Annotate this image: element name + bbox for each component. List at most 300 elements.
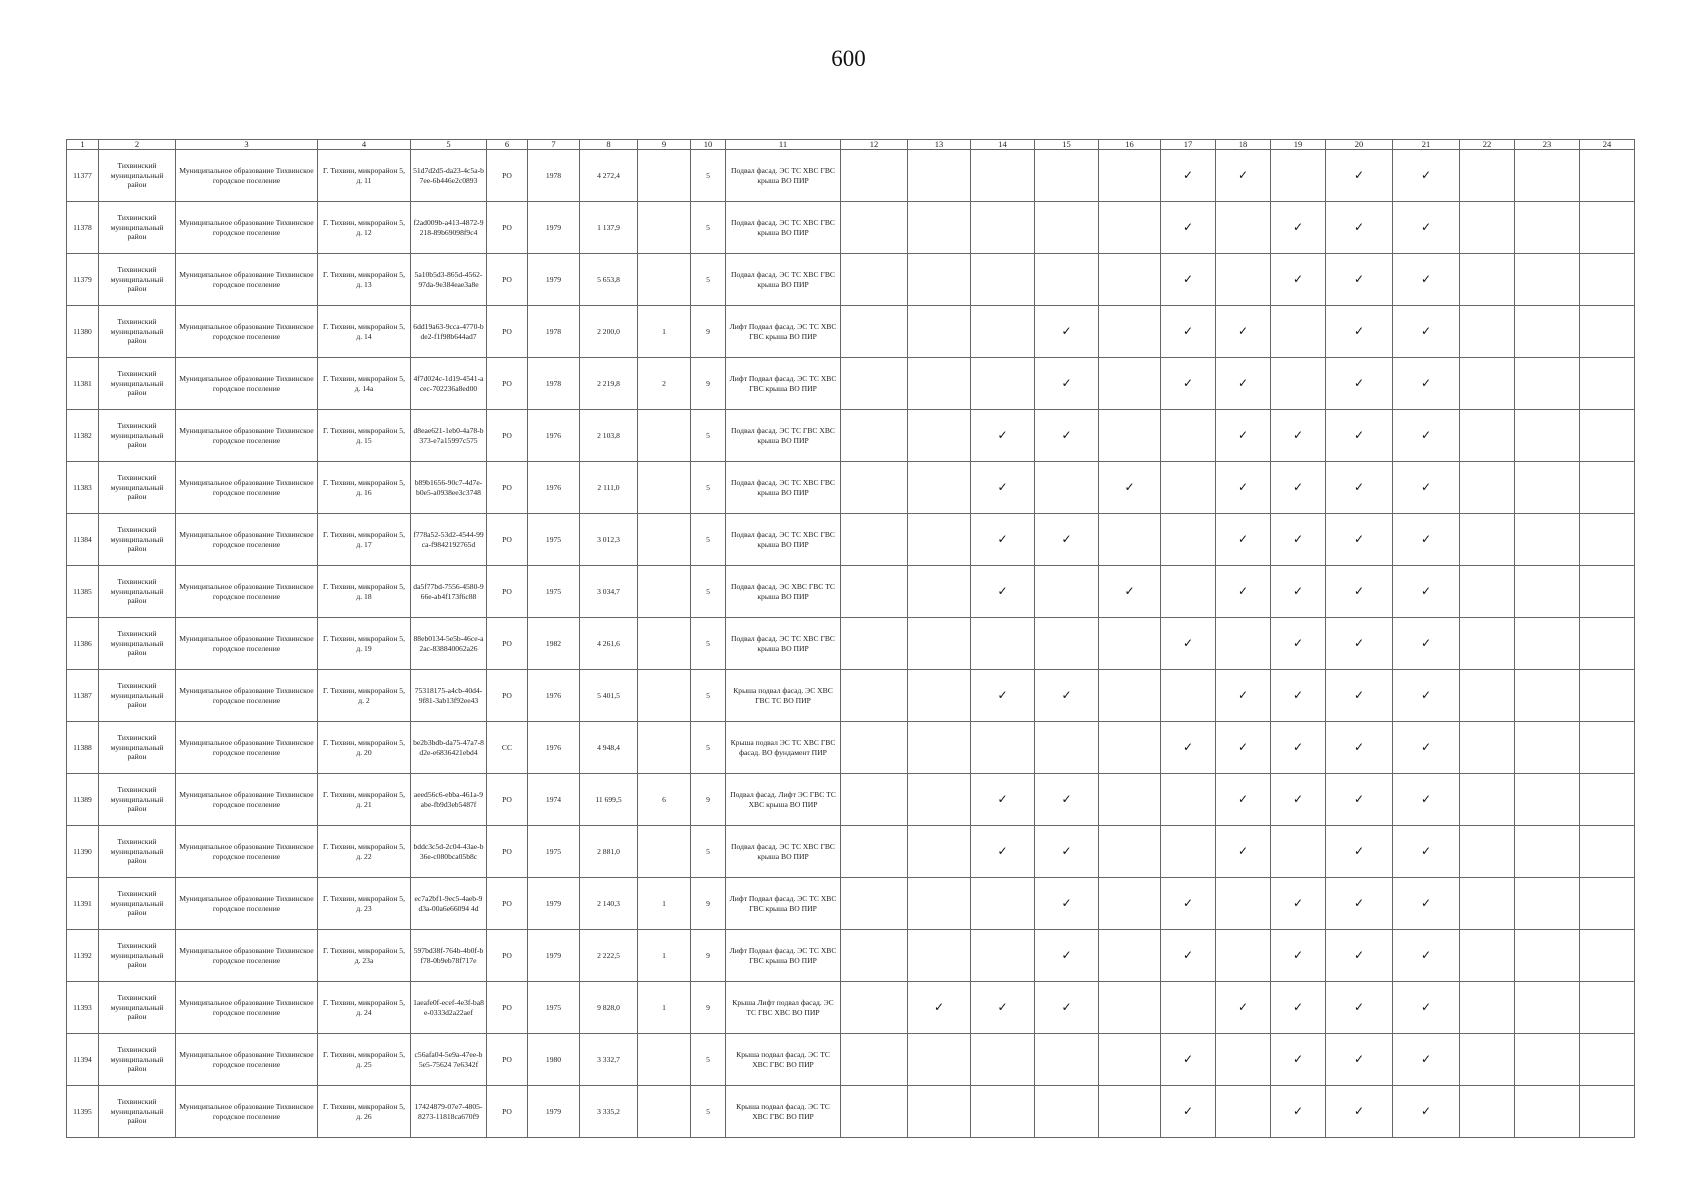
work-mark-cell-18: ✓ — [1216, 566, 1271, 618]
works-cell: Лифт Подвал фасад. ЭС ТС ХВС ГВС крыша ВО ПИР — [726, 358, 841, 410]
work-mark-cell-13 — [908, 410, 971, 462]
work-mark-cell-14 — [971, 618, 1035, 670]
work-mark-cell-17 — [1161, 410, 1216, 462]
work-mark-cell-20: ✓ — [1326, 878, 1393, 930]
district-cell: Тихвинский муниципальный район — [99, 306, 176, 358]
work-mark-cell-16 — [1099, 202, 1161, 254]
work-mark-cell-17 — [1161, 774, 1216, 826]
area-cell: 3 034,7 — [580, 566, 638, 618]
area-cell: 5 401,5 — [580, 670, 638, 722]
elevators-cell — [638, 618, 691, 670]
municipality-cell: Муниципальное образование Тихвинское городское поселение — [176, 1034, 318, 1086]
work-mark-cell-18 — [1216, 1086, 1271, 1138]
wall-type-cell: РО — [487, 358, 528, 410]
municipality-cell: Муниципальное образование Тихвинское городское поселение — [176, 670, 318, 722]
work-mark-cell-23 — [1515, 930, 1580, 982]
work-mark-cell-21: ✓ — [1393, 826, 1460, 878]
work-mark-cell-24 — [1580, 826, 1635, 878]
house-id-cell: 88eb0134-5e5b-46ce-a2ac-838840062a26 — [411, 618, 487, 670]
floors-cell: 5 — [691, 410, 726, 462]
municipality-cell: Муниципальное образование Тихвинское городское поселение — [176, 1086, 318, 1138]
work-mark-cell-16 — [1099, 514, 1161, 566]
wall-type-cell: РО — [487, 410, 528, 462]
work-mark-cell-13 — [908, 618, 971, 670]
work-mark-cell-24 — [1580, 462, 1635, 514]
work-mark-cell-19: ✓ — [1271, 1034, 1326, 1086]
work-mark-cell-20: ✓ — [1326, 1034, 1393, 1086]
district-cell: Тихвинский муниципальный район — [99, 670, 176, 722]
table-row — [67, 462, 1635, 514]
work-mark-cell-21: ✓ — [1393, 722, 1460, 774]
elevators-cell: 6 — [638, 774, 691, 826]
wall-type-cell: РО — [487, 878, 528, 930]
work-mark-cell-16 — [1099, 150, 1161, 202]
address-cell: Г. Тихвин, микрорайон 5, д. 19 — [318, 618, 411, 670]
work-mark-cell-15: ✓ — [1035, 982, 1099, 1034]
work-mark-cell-24 — [1580, 1086, 1635, 1138]
column-header: 18 — [1216, 140, 1271, 150]
work-mark-cell-24 — [1580, 254, 1635, 306]
work-mark-cell-23 — [1515, 254, 1580, 306]
works-cell: Подвал фасад. ЭС ТС ХВС ГВС крыша ВО ПИР — [726, 462, 841, 514]
work-mark-cell-21: ✓ — [1393, 462, 1460, 514]
floors-cell: 5 — [691, 826, 726, 878]
house-id-cell: 17424879-07e7-4805-8273-11818ca670f9 — [411, 1086, 487, 1138]
floors-cell: 5 — [691, 1034, 726, 1086]
house-id-cell: c56afa04-5e9a-47ee-b5e5-75624 7e6342f — [411, 1034, 487, 1086]
area-cell: 11 699,5 — [580, 774, 638, 826]
work-mark-cell-17: ✓ — [1161, 254, 1216, 306]
work-mark-cell-19: ✓ — [1271, 566, 1326, 618]
elevators-cell: 1 — [638, 930, 691, 982]
elevators-cell — [638, 254, 691, 306]
work-mark-cell-21: ✓ — [1393, 930, 1460, 982]
table-row — [67, 566, 1635, 618]
work-mark-cell-12 — [841, 514, 908, 566]
work-mark-cell-21: ✓ — [1393, 878, 1460, 930]
elevators-cell: 2 — [638, 358, 691, 410]
wall-type-cell: РО — [487, 774, 528, 826]
work-mark-cell-15: ✓ — [1035, 774, 1099, 826]
table-row — [67, 774, 1635, 826]
work-mark-cell-12 — [841, 670, 908, 722]
work-mark-cell-20: ✓ — [1326, 670, 1393, 722]
table-row — [67, 618, 1635, 670]
year-cell: 1975 — [528, 566, 580, 618]
district-cell: Тихвинский муниципальный район — [99, 358, 176, 410]
work-mark-cell-18: ✓ — [1216, 462, 1271, 514]
table-header — [67, 140, 1635, 150]
year-cell: 1976 — [528, 462, 580, 514]
table-row — [67, 410, 1635, 462]
work-mark-cell-23 — [1515, 670, 1580, 722]
table-body — [67, 150, 1635, 1138]
work-mark-cell-12 — [841, 826, 908, 878]
work-mark-cell-22 — [1460, 982, 1515, 1034]
address-cell: Г. Тихвин, микрорайон 5, д. 26 — [318, 1086, 411, 1138]
works-cell: Подвал фасад. ЭС ТС ХВС ГВС крыша ВО ПИР — [726, 514, 841, 566]
work-mark-cell-17 — [1161, 982, 1216, 1034]
work-mark-cell-19: ✓ — [1271, 514, 1326, 566]
year-cell: 1976 — [528, 670, 580, 722]
work-mark-cell-12 — [841, 358, 908, 410]
municipality-cell: Муниципальное образование Тихвинское городское поселение — [176, 358, 318, 410]
table-row — [67, 930, 1635, 982]
work-mark-cell-22 — [1460, 670, 1515, 722]
address-cell: Г. Тихвин, микрорайон 5, д. 11 — [318, 150, 411, 202]
house-id-cell: 597bd38f-764b-4b0f-bf78-0b9eb78f717e — [411, 930, 487, 982]
work-mark-cell-18 — [1216, 254, 1271, 306]
column-header: 21 — [1393, 140, 1460, 150]
work-mark-cell-13 — [908, 150, 971, 202]
work-mark-cell-15: ✓ — [1035, 878, 1099, 930]
work-mark-cell-12 — [841, 930, 908, 982]
floors-cell: 9 — [691, 358, 726, 410]
work-mark-cell-23 — [1515, 722, 1580, 774]
column-header: 16 — [1099, 140, 1161, 150]
work-mark-cell-23 — [1515, 878, 1580, 930]
elevators-cell — [638, 1034, 691, 1086]
work-mark-cell-16 — [1099, 722, 1161, 774]
table-row — [67, 254, 1635, 306]
district-cell: Тихвинский муниципальный район — [99, 410, 176, 462]
year-cell: 1976 — [528, 722, 580, 774]
elevators-cell: 1 — [638, 982, 691, 1034]
work-mark-cell-21: ✓ — [1393, 618, 1460, 670]
address-cell: Г. Тихвин, микрорайон 5, д. 23а — [318, 930, 411, 982]
column-number-row — [67, 140, 1635, 150]
work-mark-cell-16 — [1099, 306, 1161, 358]
work-mark-cell-17: ✓ — [1161, 1086, 1216, 1138]
table-row — [67, 358, 1635, 410]
table-row — [67, 826, 1635, 878]
year-cell: 1975 — [528, 514, 580, 566]
work-mark-cell-24 — [1580, 670, 1635, 722]
work-mark-cell-24 — [1580, 1034, 1635, 1086]
column-header: 6 — [487, 140, 528, 150]
work-mark-cell-19 — [1271, 150, 1326, 202]
work-mark-cell-17: ✓ — [1161, 930, 1216, 982]
wall-type-cell: РО — [487, 670, 528, 722]
row-number: 11395 — [67, 1086, 99, 1138]
wall-type-cell: РО — [487, 462, 528, 514]
work-mark-cell-21: ✓ — [1393, 566, 1460, 618]
work-mark-cell-19: ✓ — [1271, 254, 1326, 306]
work-mark-cell-14 — [971, 254, 1035, 306]
work-mark-cell-20: ✓ — [1326, 462, 1393, 514]
year-cell: 1978 — [528, 150, 580, 202]
municipality-cell: Муниципальное образование Тихвинское городское поселение — [176, 202, 318, 254]
work-mark-cell-12 — [841, 462, 908, 514]
work-mark-cell-22 — [1460, 930, 1515, 982]
column-header: 8 — [580, 140, 638, 150]
area-cell: 3 012,3 — [580, 514, 638, 566]
work-mark-cell-21: ✓ — [1393, 1034, 1460, 1086]
floors-cell: 9 — [691, 306, 726, 358]
year-cell: 1974 — [528, 774, 580, 826]
area-cell: 3 332,7 — [580, 1034, 638, 1086]
work-mark-cell-20: ✓ — [1326, 514, 1393, 566]
municipality-cell: Муниципальное образование Тихвинское городское поселение — [176, 618, 318, 670]
work-mark-cell-13 — [908, 930, 971, 982]
row-number: 11389 — [67, 774, 99, 826]
work-mark-cell-20: ✓ — [1326, 930, 1393, 982]
work-mark-cell-17 — [1161, 566, 1216, 618]
house-id-cell: be2b3bdb-da75-47a7-8d2e-e6836421ebd4 — [411, 722, 487, 774]
works-cell: Подвал фасад. ЭС ТС ХВС ГВС крыша ВО ПИР — [726, 618, 841, 670]
work-mark-cell-24 — [1580, 930, 1635, 982]
work-mark-cell-23 — [1515, 1086, 1580, 1138]
municipality-cell: Муниципальное образование Тихвинское городское поселение — [176, 306, 318, 358]
address-cell: Г. Тихвин, микрорайон 5, д. 14а — [318, 358, 411, 410]
wall-type-cell: РО — [487, 982, 528, 1034]
work-mark-cell-12 — [841, 618, 908, 670]
work-mark-cell-13 — [908, 358, 971, 410]
works-cell: Подвал фасад. ЭС ТС ГВС ХВС крыша ВО ПИР — [726, 410, 841, 462]
work-mark-cell-19 — [1271, 826, 1326, 878]
elevators-cell — [638, 202, 691, 254]
row-number: 11379 — [67, 254, 99, 306]
district-cell: Тихвинский муниципальный район — [99, 1086, 176, 1138]
work-mark-cell-22 — [1460, 202, 1515, 254]
work-mark-cell-18: ✓ — [1216, 410, 1271, 462]
work-mark-cell-21: ✓ — [1393, 306, 1460, 358]
elevators-cell — [638, 826, 691, 878]
row-number: 11380 — [67, 306, 99, 358]
work-mark-cell-21: ✓ — [1393, 254, 1460, 306]
work-mark-cell-23 — [1515, 1034, 1580, 1086]
column-header: 19 — [1271, 140, 1326, 150]
column-header: 17 — [1161, 140, 1216, 150]
district-cell: Тихвинский муниципальный район — [99, 566, 176, 618]
row-number: 11377 — [67, 150, 99, 202]
works-cell: Крыша Лифт подвал фасад. ЭС ТС ГВС ХВС ВО ПИР — [726, 982, 841, 1034]
work-mark-cell-16 — [1099, 358, 1161, 410]
work-mark-cell-20: ✓ — [1326, 254, 1393, 306]
work-mark-cell-14: ✓ — [971, 774, 1035, 826]
column-header: 9 — [638, 140, 691, 150]
work-mark-cell-24 — [1580, 982, 1635, 1034]
row-number: 11384 — [67, 514, 99, 566]
work-mark-cell-17: ✓ — [1161, 202, 1216, 254]
elevators-cell — [638, 514, 691, 566]
work-mark-cell-24 — [1580, 722, 1635, 774]
work-mark-cell-22 — [1460, 358, 1515, 410]
table-row — [67, 982, 1635, 1034]
work-mark-cell-20: ✓ — [1326, 618, 1393, 670]
work-mark-cell-20: ✓ — [1326, 202, 1393, 254]
work-mark-cell-18: ✓ — [1216, 774, 1271, 826]
municipality-cell: Муниципальное образование Тихвинское городское поселение — [176, 410, 318, 462]
municipality-cell: Муниципальное образование Тихвинское городское поселение — [176, 774, 318, 826]
address-cell: Г. Тихвин, микрорайон 5, д. 17 — [318, 514, 411, 566]
column-header: 11 — [726, 140, 841, 150]
work-mark-cell-16: ✓ — [1099, 566, 1161, 618]
district-cell: Тихвинский муниципальный район — [99, 722, 176, 774]
work-mark-cell-19 — [1271, 306, 1326, 358]
work-mark-cell-18 — [1216, 878, 1271, 930]
works-cell: Подвал фасад. ЭС ХВС ГВС ТС крыша ВО ПИР — [726, 566, 841, 618]
work-mark-cell-24 — [1580, 514, 1635, 566]
work-mark-cell-14: ✓ — [971, 566, 1035, 618]
floors-cell: 5 — [691, 150, 726, 202]
works-cell: Подвал фасад. ЭС ТС ХВС ГВС крыша ВО ПИР — [726, 150, 841, 202]
address-cell: Г. Тихвин, микрорайон 5, д. 21 — [318, 774, 411, 826]
floors-cell: 9 — [691, 982, 726, 1034]
work-mark-cell-14 — [971, 150, 1035, 202]
row-number: 11386 — [67, 618, 99, 670]
work-mark-cell-19: ✓ — [1271, 618, 1326, 670]
work-mark-cell-13 — [908, 514, 971, 566]
work-mark-cell-12 — [841, 150, 908, 202]
municipality-cell: Муниципальное образование Тихвинское городское поселение — [176, 462, 318, 514]
work-mark-cell-17: ✓ — [1161, 150, 1216, 202]
address-cell: Г. Тихвин, микрорайон 5, д. 20 — [318, 722, 411, 774]
work-mark-cell-17 — [1161, 462, 1216, 514]
work-mark-cell-13: ✓ — [908, 982, 971, 1034]
work-mark-cell-13 — [908, 722, 971, 774]
floors-cell: 5 — [691, 202, 726, 254]
work-mark-cell-24 — [1580, 774, 1635, 826]
work-mark-cell-20: ✓ — [1326, 410, 1393, 462]
area-cell: 2 111,0 — [580, 462, 638, 514]
address-cell: Г. Тихвин, микрорайон 5, д. 15 — [318, 410, 411, 462]
work-mark-cell-17 — [1161, 514, 1216, 566]
work-mark-cell-15 — [1035, 254, 1099, 306]
work-mark-cell-17: ✓ — [1161, 722, 1216, 774]
table-row — [67, 670, 1635, 722]
district-cell: Тихвинский муниципальный район — [99, 982, 176, 1034]
area-cell: 2 222,5 — [580, 930, 638, 982]
work-mark-cell-20: ✓ — [1326, 566, 1393, 618]
house-id-cell: 51d7d2d5-da23-4c5a-b7ee-6b446e2c0893 — [411, 150, 487, 202]
work-mark-cell-19 — [1271, 358, 1326, 410]
works-cell: Лифт Подвал фасад. ЭС ТС ХВС ГВС крыша ВО ПИР — [726, 878, 841, 930]
year-cell: 1982 — [528, 618, 580, 670]
elevators-cell: 1 — [638, 306, 691, 358]
work-mark-cell-20: ✓ — [1326, 774, 1393, 826]
table-row — [67, 202, 1635, 254]
wall-type-cell: РО — [487, 306, 528, 358]
elevators-cell — [638, 410, 691, 462]
work-mark-cell-21: ✓ — [1393, 410, 1460, 462]
work-mark-cell-16 — [1099, 982, 1161, 1034]
work-mark-cell-24 — [1580, 566, 1635, 618]
works-cell: Подвал фасад. ЭС ТС ХВС ГВС крыша ВО ПИР — [726, 254, 841, 306]
work-mark-cell-23 — [1515, 150, 1580, 202]
year-cell: 1979 — [528, 202, 580, 254]
works-cell: Лифт Подвал фасад. ЭС ТС ХВС ГВС крыша ВО ПИР — [726, 930, 841, 982]
row-number: 11378 — [67, 202, 99, 254]
municipality-cell: Муниципальное образование Тихвинское городское поселение — [176, 878, 318, 930]
municipality-cell: Муниципальное образование Тихвинское городское поселение — [176, 514, 318, 566]
area-cell: 3 335,2 — [580, 1086, 638, 1138]
work-mark-cell-22 — [1460, 1034, 1515, 1086]
work-mark-cell-15: ✓ — [1035, 826, 1099, 878]
house-id-cell: 5a10b5d3-865d-4562-97da-9e384eae3a8e — [411, 254, 487, 306]
year-cell: 1980 — [528, 1034, 580, 1086]
column-header: 14 — [971, 140, 1035, 150]
row-number: 11382 — [67, 410, 99, 462]
municipality-cell: Муниципальное образование Тихвинское городское поселение — [176, 254, 318, 306]
floors-cell: 5 — [691, 566, 726, 618]
work-mark-cell-20: ✓ — [1326, 150, 1393, 202]
area-cell: 9 828,0 — [580, 982, 638, 1034]
work-mark-cell-14: ✓ — [971, 514, 1035, 566]
work-mark-cell-23 — [1515, 826, 1580, 878]
column-header: 2 — [99, 140, 176, 150]
district-cell: Тихвинский муниципальный район — [99, 1034, 176, 1086]
work-mark-cell-14 — [971, 930, 1035, 982]
work-mark-cell-24 — [1580, 306, 1635, 358]
column-header: 22 — [1460, 140, 1515, 150]
work-mark-cell-12 — [841, 306, 908, 358]
work-mark-cell-23 — [1515, 358, 1580, 410]
work-mark-cell-13 — [908, 254, 971, 306]
work-mark-cell-19: ✓ — [1271, 670, 1326, 722]
wall-type-cell: РО — [487, 254, 528, 306]
work-mark-cell-22 — [1460, 1086, 1515, 1138]
work-mark-cell-15 — [1035, 566, 1099, 618]
column-header: 23 — [1515, 140, 1580, 150]
work-mark-cell-19: ✓ — [1271, 410, 1326, 462]
work-mark-cell-16 — [1099, 878, 1161, 930]
work-mark-cell-20: ✓ — [1326, 1086, 1393, 1138]
work-mark-cell-19: ✓ — [1271, 202, 1326, 254]
work-mark-cell-18: ✓ — [1216, 514, 1271, 566]
work-mark-cell-15 — [1035, 462, 1099, 514]
work-mark-cell-22 — [1460, 618, 1515, 670]
wall-type-cell: РО — [487, 930, 528, 982]
work-mark-cell-23 — [1515, 514, 1580, 566]
work-mark-cell-12 — [841, 410, 908, 462]
work-mark-cell-16 — [1099, 1086, 1161, 1138]
work-mark-cell-15: ✓ — [1035, 930, 1099, 982]
work-mark-cell-22 — [1460, 254, 1515, 306]
work-mark-cell-12 — [841, 1034, 908, 1086]
district-cell: Тихвинский муниципальный район — [99, 826, 176, 878]
work-mark-cell-15: ✓ — [1035, 670, 1099, 722]
work-mark-cell-22 — [1460, 566, 1515, 618]
house-id-cell: aeed56c6-ebba-461a-9abe-fb9d3eb5487f — [411, 774, 487, 826]
work-mark-cell-15 — [1035, 618, 1099, 670]
work-mark-cell-20: ✓ — [1326, 982, 1393, 1034]
wall-type-cell: РО — [487, 618, 528, 670]
work-mark-cell-18: ✓ — [1216, 826, 1271, 878]
year-cell: 1975 — [528, 826, 580, 878]
work-mark-cell-16 — [1099, 930, 1161, 982]
work-mark-cell-13 — [908, 462, 971, 514]
district-cell: Тихвинский муниципальный район — [99, 618, 176, 670]
row-number: 11392 — [67, 930, 99, 982]
work-mark-cell-17: ✓ — [1161, 358, 1216, 410]
district-cell: Тихвинский муниципальный район — [99, 514, 176, 566]
work-mark-cell-13 — [908, 202, 971, 254]
district-cell: Тихвинский муниципальный район — [99, 930, 176, 982]
table-row — [67, 306, 1635, 358]
work-mark-cell-12 — [841, 722, 908, 774]
work-mark-cell-12 — [841, 566, 908, 618]
district-cell: Тихвинский муниципальный район — [99, 774, 176, 826]
work-mark-cell-18 — [1216, 1034, 1271, 1086]
work-mark-cell-24 — [1580, 358, 1635, 410]
work-mark-cell-23 — [1515, 566, 1580, 618]
area-cell: 2 140,3 — [580, 878, 638, 930]
works-cell: Крыша подвал фасад. ЭС ХВС ГВС ТС ВО ПИР — [726, 670, 841, 722]
work-mark-cell-22 — [1460, 826, 1515, 878]
work-mark-cell-13 — [908, 878, 971, 930]
elevators-cell — [638, 722, 691, 774]
